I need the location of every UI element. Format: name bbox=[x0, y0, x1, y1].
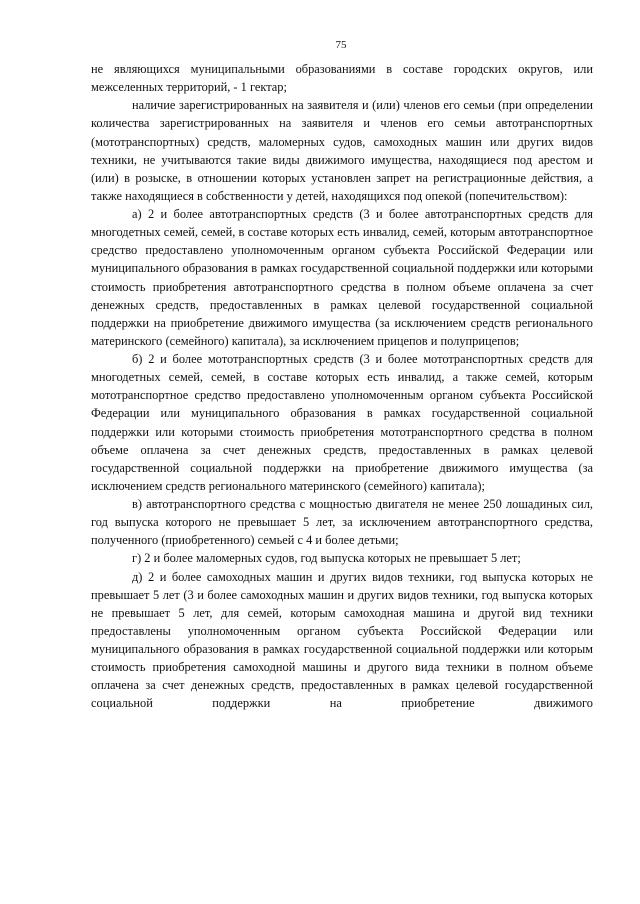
paragraph-item-d: д) 2 и более самоходных машин и других видов техники, год выпуска которых не превышает 5 лет (3 и более самоходных машин и других видов техники, год выпуска которых не превышает 5 лет, для семей, которым самоходная машина и другой вид техники предоставлены уполномоченным органом субъекта Российской Федерации или муниципального образования в рамках государственной социальной поддержки или которым стоимость приобретения самоходной машины и другого вида техники в полном объеме оплачена за счет денежных средств, предоставленных в рамках целевой государственной социальной поддержки на приобретение движимого bbox=[91, 569, 593, 711]
paragraph-property-ownership: наличие зарегистрированных на заявителя и (или) членов его семьи (при определении количества зарегистрированных на заявителя и членов его семьи автотранспортных (мототранспортных) средств, маломерных судов, самоходных машин или других видов техники, не учитываются такие виды движимого имущества, находящиеся под арестом и (или) в розыске, в отношении которых установлен запрет на регистрационные действия, а также находящиеся в собственности у детей, находящихся под опекой (попечительством): bbox=[91, 98, 593, 203]
paragraph-item-g: г) 2 и более маломерных судов, год выпуска которых не превышает 5 лет; bbox=[132, 551, 521, 566]
paragraph-continuation: не являющихся муниципальными образованиями в составе городских округов, или межселенных территорий, - 1 гектар; bbox=[91, 62, 593, 95]
paragraph-item-a: а) 2 и более автотранспортных средств (3 и более автотранспортных средств для многодетных семей, семей, в составе которых есть инвалид, семей, которым автотранспортное средство предоставлено уполномоченным органом субъекта Российской Федерации или муниципального образования в рамках государственной социальной поддержки или которыми стоимость приобретения автотранспортного средства в полном объеме оплачена за счет денежных средств, предоставленных в рамках целевой государственной социальной поддержки на приобретение движимого имущества (за исключением средств регионального материнского (семейного) капитала), за исключением прицепов и полуприцепов; bbox=[91, 207, 593, 348]
page-number: 75 bbox=[335, 39, 347, 51]
paragraph-item-v: в) автотранспортного средства с мощностью двигателя не менее 250 лошадиных сил, год выпуска которого не превышает 5 лет, за исключением автотранспортного средства, полученного (приобретенного) семьей с 4 и более детьми; bbox=[91, 497, 593, 548]
paragraph-item-b: б) 2 и более мототранспортных средств (3 и более мототранспортных средств для многодетных семей, семей, в составе которых есть инвалид, а также семей, которым мототранспортное средство предоставлено уполномоченным органом субъекта Российской Федерации или муниципального образования в рамках государственной социальной поддержки или которыми стоимость приобретения мототранспортного средства в полном объеме оплачена за счет денежных средств, предоставленных в рамках целевой государственной социальной поддержки на приобретение движимого имущества (за исключением средств регионального материнского (семейного) капитала); bbox=[91, 352, 593, 493]
document-body bbox=[91, 60, 593, 713]
